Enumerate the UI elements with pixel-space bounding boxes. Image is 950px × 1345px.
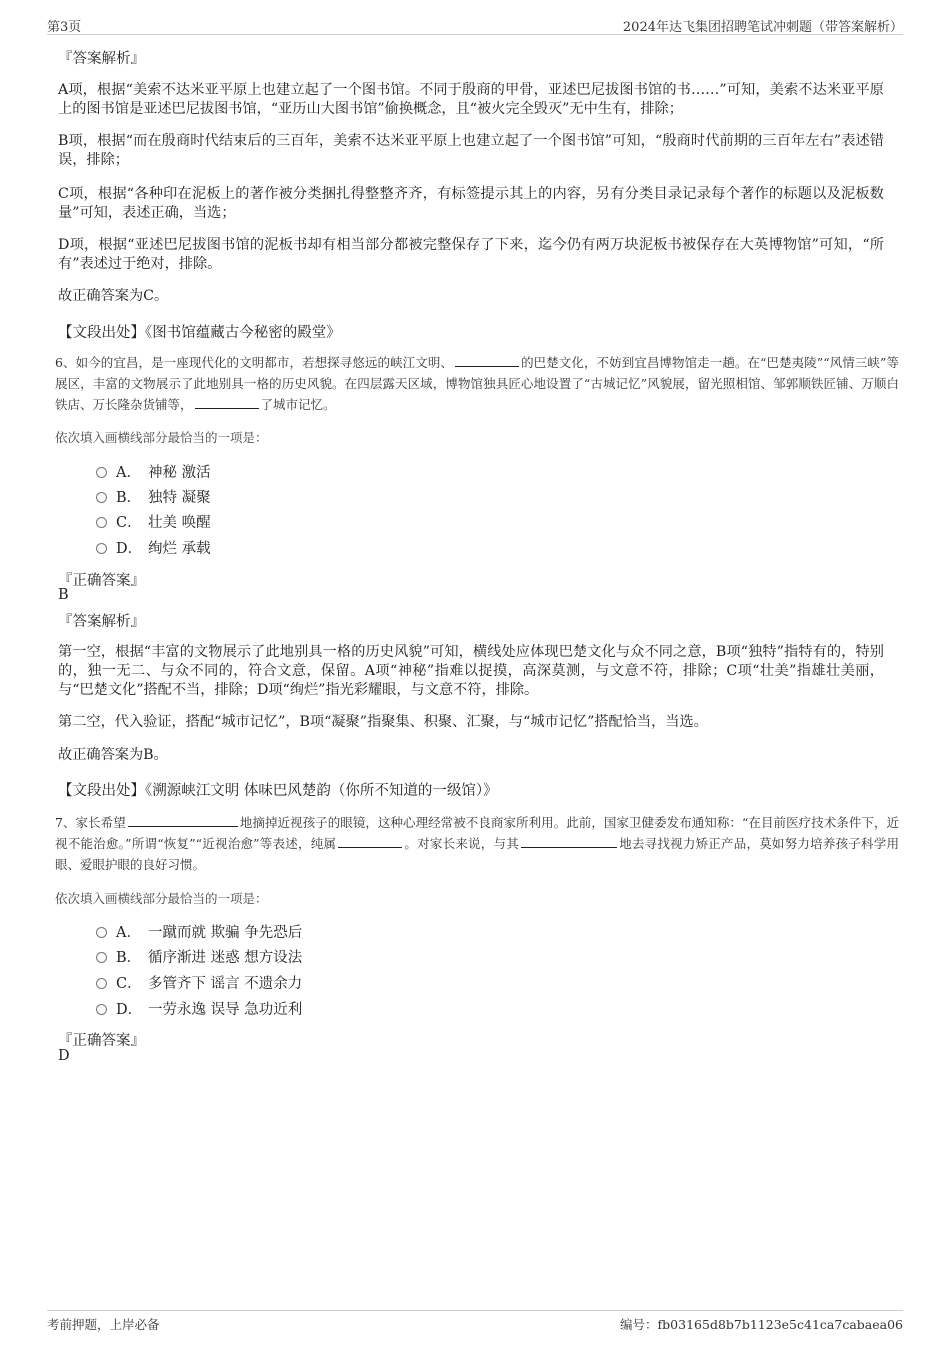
question-6-text-part3: 了城市记忆。 [260,397,336,412]
document-title: 2024年达飞集团招聘笔试冲刺题（带答案解析） [622,20,903,35]
question-7-instruction: 依次填入画横线部分最恰当的一项是： [55,891,268,906]
analysis-paragraph-d: D项，根据“亚述巴尼拔图书馆的泥板书却有相当部分都被完整保存了下来，迄今仍有两万块泥板书被保存在大英博物馆”可知，“所有”表述过于绝对，排除。 [58,237,884,272]
document-code: 编号：fb03165d8b7b1123e5c41ca7cabaea06 [620,1317,903,1332]
analysis-conclusion: 故正确答案为B。 [58,747,168,763]
correct-answer-value: D [58,1048,70,1064]
analysis-label: 『答案解析』 [58,614,145,630]
analysis-paragraph-a: A项，根据“美索不达米亚平原上也建立起了一个图书馆。不同于殷商的甲骨，亚述巴尼拔图书馆的书……”可知，美索不达米亚平原上的图书馆是亚述巴尼拔图书馆，“亚历山大图书馆”偷换概念，且“被火完全毁灭”无中生有，排除； [58,82,884,117]
question-7-blank-3 [521,833,617,848]
question-7-text-part2: 地摘掉近视孩子的眼镜，这种心理经常被不良商家所利用。此前，国家卫健委发布通知称：“在目前医疗技术条件下，近视不能治愈。”所谓“恢复”“近视治愈”等表述，纯属 [55,815,899,851]
question-6-text-part2: 的巴楚文化，不妨到宜昌博物馆走一趟。在“巴楚夷陵”“风情三峡”等展区，丰富的文物展示了此地别具一格的历史风貌。在四层露天区域，博物馆独具匠心地设置了“古城记忆”风貌展，留光照相馆、邹郭顺铁匠铺、万顺白铁店、万长隆杂货铺等， [55,355,899,412]
correct-answer-label: 『正确答案』 [58,1033,145,1049]
passage-source: 【文段出处】《图书馆蕴藏古今秘密的殿堂》 [58,325,341,341]
analysis-conclusion: 故正确答案为C。 [58,288,169,304]
radio-icon[interactable] [96,543,107,554]
radio-icon[interactable] [96,1004,107,1015]
question-7-option-c[interactable]: C． 多管齐下 谣言 不遗余力 [96,973,302,995]
question-6-option-a[interactable]: A． 神秘 激活 [96,462,211,484]
correct-answer-value: B [58,587,69,603]
question-6-text-part1: 6、如今的宜昌，是一座现代化的文明都市，若想探寻悠远的峡江文明、 [55,355,453,370]
radio-icon[interactable] [96,492,107,503]
question-7-option-a[interactable]: A． 一蹴而就 欺骗 争先恐后 [96,922,302,944]
question-6-instruction: 依次填入画横线部分最恰当的一项是： [55,430,268,445]
correct-answer-label: 『正确答案』 [58,573,145,589]
page-header [47,14,903,35]
question-7-text-part4: 地去寻找视力矫正产品，莫如努力培养孩子科学用眼、爱眼护眼的良好习惯。 [55,836,899,872]
question-6-blank-1 [455,352,519,367]
page-footer [47,1310,903,1333]
analysis-paragraph-2: 第二空，代入验证，搭配“城市记忆”，B项“凝聚”指聚集、积聚、汇聚，与“城市记忆”搭配恰当，当选。 [58,714,708,730]
question-7-blank-1 [128,812,238,827]
radio-icon[interactable] [96,978,107,989]
question-7-option-d[interactable]: D． 一劳永逸 误导 急功近利 [96,999,302,1021]
analysis-paragraph-b: B项，根据“而在殷商时代结束后的三百年，美索不达米亚平原上也建立起了一个图书馆”可知，“殷商时代前期的三百年左右”表述错误，排除； [58,133,884,168]
radio-icon[interactable] [96,517,107,528]
radio-icon[interactable] [96,952,107,963]
question-7-option-b[interactable]: B． 循序渐进 迷惑 想方设法 [96,947,302,969]
question-7-text [55,812,899,875]
question-7-text-part1: 7、家长希望 [55,815,126,830]
question-6-option-d[interactable]: D． 绚烂 承载 [96,538,211,560]
passage-source: 【文段出处】《溯源峡江文明 体味巴风楚韵（你所不知道的一级馆）》 [58,783,498,799]
radio-icon[interactable] [96,927,107,938]
question-7-blank-2 [338,833,402,848]
question-6-option-b[interactable]: B． 独特 凝聚 [96,487,211,509]
question-6-option-c[interactable]: C． 壮美 唤醒 [96,512,211,534]
page-number: 第3页 [47,20,82,35]
question-6-blank-2 [195,394,259,409]
analysis-label: 『答案解析』 [58,51,145,67]
question-6-text [55,352,899,415]
radio-icon[interactable] [96,467,107,478]
analysis-paragraph-c: C项，根据“各种印在泥板上的著作被分类捆扎得整整齐齐，有标签提示其上的内容，另有分类目录记录每个著作的标题以及泥板数量”可知，表述正确，当选； [58,186,884,221]
question-7-text-part3: 。对家长来说，与其 [404,836,519,851]
footer-slogan: 考前押题，上岸必备 [47,1317,160,1332]
analysis-paragraph-1: 第一空，根据“丰富的文物展示了此地别具一格的历史风貌”可知，横线处应体现巴楚文化与众不同之意，B项“独特”指特有的，特别的，独一无二、与众不同的，符合文意，保留。A项“神秘”指难以捉摸，高深莫测，与文意不符，排除；C项“壮美”指雄壮美丽，与“巴楚文化”搭配不当，排除；D项“绚烂”指光彩耀眼，与文意不符，排除。 [58,644,884,698]
